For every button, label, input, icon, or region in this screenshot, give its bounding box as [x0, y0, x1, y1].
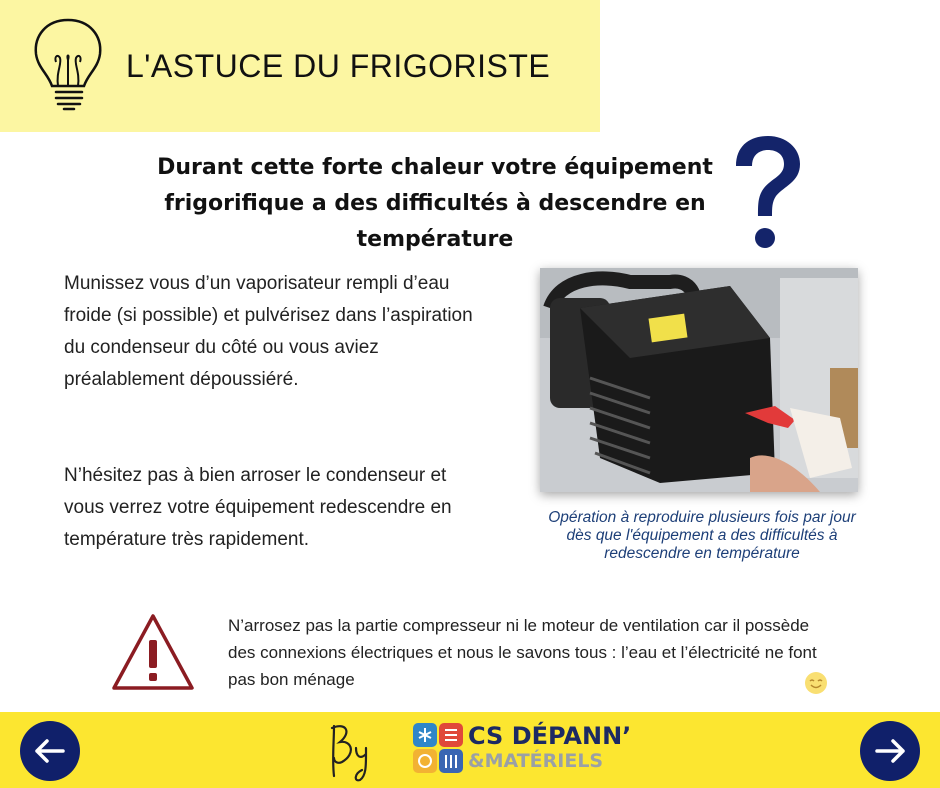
arrow-left-icon [20, 721, 80, 781]
by-signature [326, 718, 382, 784]
previous-button[interactable] [20, 721, 80, 781]
condenser-photo [540, 268, 858, 492]
brand-subtitle: &MATÉRIELS [468, 750, 604, 772]
by-label: By [326, 718, 328, 719]
instruction-paragraph-1: Munissez vous d’un vaporisateur rempli d’eau froide (si possible) et pulvérisez dans l’aspiration du condenseur du côté ou vous aviez préalablement dépoussiéré. [64, 273, 473, 390]
warning-text: N’arrosez pas la partie compresseur ni le moteur de ventilation car il possède des connexions électriques et nous le savons tous : l’eau et l’électricité ne font pas bon ménage [228, 616, 817, 689]
instruction-paragraph-2: N’hésitez pas à bien arroser le condenseur et vous verrez votre équipement redescendre en température très rapidement. [64, 465, 452, 550]
arrow-right-icon [860, 721, 920, 781]
brand-name: CS DÉPANN’ [468, 722, 632, 750]
next-button[interactable] [860, 721, 920, 781]
page-title: L'ASTUCE DU FRIGORISTE [126, 48, 551, 84]
smile-emoji-icon [804, 671, 828, 695]
photo-caption: Opération à reproduire plusieurs fois par jour dès que l'équipement a des difficultés à redescendre en température [548, 509, 856, 562]
warning-triangle-icon [110, 610, 196, 694]
brand-logo-icon [412, 722, 464, 774]
question-mark-icon [722, 130, 810, 255]
headline: Durant cette forte chaleur votre équipement frigorifique a des difficultés à descendre en température [157, 155, 713, 252]
header-banner [0, 0, 600, 132]
lightbulb-icon [26, 14, 110, 114]
